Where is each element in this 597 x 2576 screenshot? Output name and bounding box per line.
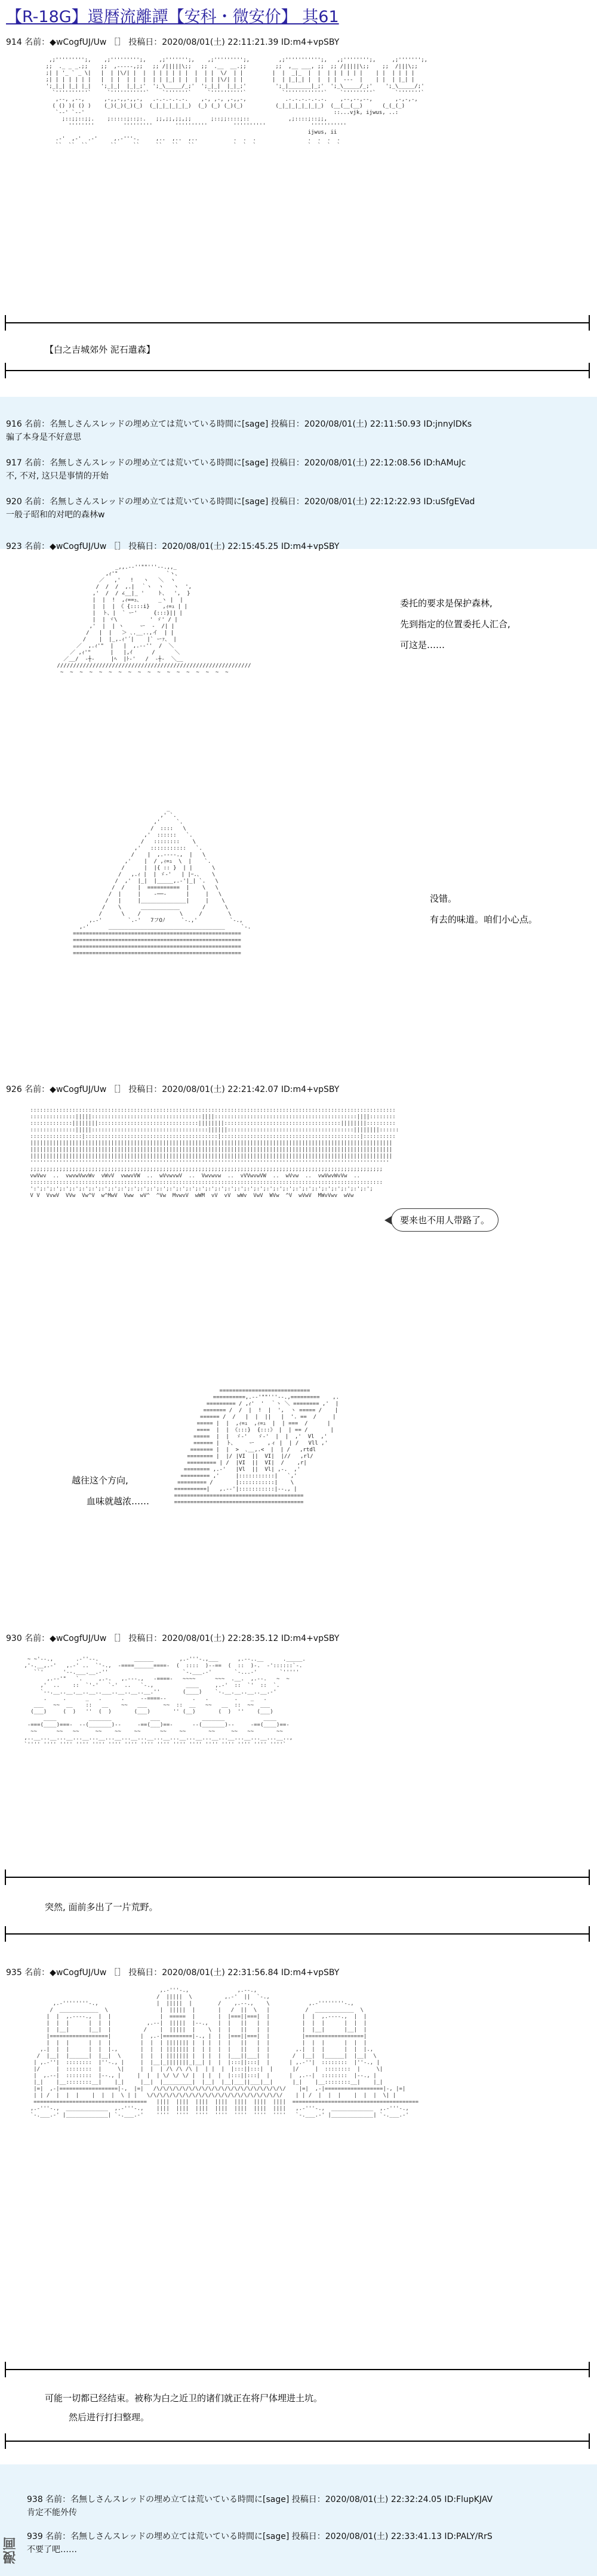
post-header-920: 920 名前：名無しさんスレッドの埋め立ては荒いている時間に[sage] 投稿日：2020/08/01(土) 22:12:22.93 ID:uSfgEVad (6, 497, 475, 507)
narration-line: 可能一切都已经结束。被称为白之近卫的诸们就正在将尸体埋进土坑。 (45, 2393, 323, 2404)
dialogue-line: 越往这个方向, (72, 1475, 128, 1486)
reply-band (0, 2464, 597, 2576)
narration-line: 然后进行打扫整理。 (69, 2412, 150, 2423)
ascii-art-armored-figure: ============================ ==========,.-‐'""'''‐-.,========= ,. ========= / ,ｨ' ' ｀ヽ ＼ ======== ,' | ======= / / | ! | ', ヽ ===== / | ====== / / | | || | '. == / | ===== | | ,ｨ=ｭ ,ｨ=ｭ | | === / | ==== | | 《:::} {:::》 | | == / | ===== | | ゞ-' ゞ-' | | ,' Vl ,' ====== | ト、 ー ,ィ | | / Vll ,' ======= | | > ､__,.< | | / ,rtdl ======== | |/ |VI || VI| |// ,rl/ ========= | / |VI || VI| / ,r| ======== ,.-' |Vl || Vl| ,-. ,' ========= ,' |:::::::::::| `,' ========= / |:::::::::::| \ ==========| ,.-‐'|:::::::::::|‐-., | ======================================== ======================================== (174, 1388, 340, 1506)
dialogue-line: 有去的味道。咱们小心点。 (430, 914, 538, 925)
section-divider (5, 2369, 590, 2370)
post-reply-920: 一般子昭和的对吧的森林w (6, 510, 105, 520)
scene-location-label: 【白之吉城郊外 泥石遣森】 (45, 344, 155, 355)
site-watermark: 漫画 (3, 2537, 18, 2564)
thread-title[interactable]: 【R-18G】還暦流離譚【安科・微安价】 其61 (6, 8, 339, 26)
post-header-938: 938 名前：名無しさんスレッドの埋め立ては荒いている時間に[sage] 投稿日：2020/08/01(土) 22:32:24.05 ID:FlupKJAV (27, 2495, 493, 2504)
speech-bubble: 要来也不用人带路了。 (391, 1208, 498, 1232)
post-reply-916: 骗了本身是不好意思 (6, 433, 81, 442)
post-header-914: 914 名前：◆wCogfUJ/Uw ［］ 投稿日：2020/08/01(土) 22:11:21.39 ID:m4+vpSBY (6, 38, 340, 47)
ascii-art-knights-burial: ,.-'''-., ,.--., / ||||| \ ,.-' || `-., ,.-''''''''-., | ||||| | / ,.--., \ ,.-''''''''-., / ____________ \ | ||||| | | / || \ | / ____________ \ | | ,.----., | | | ===== | | |===||===| | | | ,.----., | | | | | | | | ,.--| ||||| |--., | | || | | | | | | | | | |__| |__| | / | ||||| | \ | | || | | | |__| |__| | |==================| | ,.-|=========|-., | | |===||===| | |==================| | | | | | | | | | ||||||| | | | | | || | | | | | | | | ,.| | | | | |., | | | ||||||| | | | | | || | | ,.| | | | | |., / |__| |______| |__| \ | | | ||||||| | | | | |___||___| | / |__| |______| |__| \ | ,.-''| :::::::: |''-., | | |__|_|||||||_|__| | | |:::||:::| | | ,.-''| :::::::: |''-., | |/ | :::::::: | \| | | | /\ /\ /\ | | | | |:::||:::| | |/ | :::::::: | \| | ,.--| :::::::: |--., | | | | \/ \/ \/ | | | | |:::||:::| | | ,.--| :::::::: |--., | |_| |__::::::::__| |_| |__| |_________| |__| |__|___||___|__| |_| |__::::::::__| |_| |=| ,-|==================|-, |=| /\/\/\/\/\/\/\/\/\/\/\/\/\/\/\/\/\/\/\/\/ |=| ,-|==================|-, |=| | | / | | | | | | \ | | \/\/\/\/\/\/\/\/\/\/\/\/\/\/\/\/\/\/\/\/\/ | | / | | | | | | \| | =================================== |||| |||| |||| |||| |||| |||| |||| ======================================= ,.-'''-., _____________ ,.-'''-., |||| |||| |||| |||| |||| |||| |||| ,.-'''-., _____________ ,.-'''-., `-.___.-' |_____________| `-.___.-' '''' '''' '''' '''' '''' '''' '''' `-.___.-' |_____________| `-.___.-' (30, 1988, 419, 2118)
ascii-art-forest: ::::::::::::::::::::::::::::::::::::::::::::::::::::::::::::::::::::::::::::::::::::::::::::::::::::::::::::::::: ::::::::::::::|||||::::::::::::::::::::::::::::::::::||||::::::::::::::::::::::::::::::::::::::::::::||||:::::::: :::::::::::::||||||||:::::::::::::::::::::::::::::::||||||||::::::::::::::::::::::::::::::::::::||||||||::::::::: ::::::::::::::|||||::::::::::::::::::::::::::::::::::::||||||:::::::::::::::::::::::::::::::::::::::||||||||:::::: ::::::::::::::::|:::::::::::::::::::::::::::::::::::::::::|:::::::::::::::::::::::::::::::::::::::::::|:::::::::: |||||||||||||||||||||||||||||||||||||||||||||||||||||||||||||||||||||||||||||||||||||||||||||||||||||||||||||||| |||||||||||||||||||||||||||||||||||||||||||||||||||||||||||||||||||||||||||||||||||||||||||||||||||||||||||||||| |||||||||||||||||||||||||||||||||||||||||||||||||||||||||||||||||||||||||||||||||||||||||||||||||||||||||||||||| ''''''''''''''''''''''''''''''''''''''''''''''''''''''''''''''''''''''''''''''''''''''''''''''''''''''''''''''' ;;;;;;;;;;;;;;;;;;;;;;;;;;;;;;;;;;;;;;;;;;;;;;;;;;;;;;;;;;;;;;;;;;;;;;;;;;;;;;;;;;;;;;;;;;;;;;;;;;;;;;;;;;;;; vwVwv .. vwvwVwvWv vWvV vwwvVW .. wVvwvwV .. Vwvwvw .. vVVwvwVW .. wVvw .. vwVwvWvVw .. ::::::::::::::::::::::::::::::::::::::::::::::::::::::::::::::::::::::::::::::::::::::::::::::::::::::::::::: ':';:';:';:';:';:';:';:';:';:';:';:';:';:';:';:';:';:';:';:';:';:';:';:';:';:';:';:';:';:';:';:';:';:';:'; V V VvwV VVw Vw^V w^MwV Vww wV^ ^Vw MvwvV wWM vV vV wWv VwV WVw ^V wVwV MWvVwv wVw (30, 1107, 399, 1199)
post-header-917: 917 名前：名無しさんスレッドの埋め立ては荒いている時間に[sage] 投稿日：2020/08/01(土) 22:12:08.56 ID:hAMuJc (6, 458, 466, 468)
post-reply-939: 不要了吧…… (27, 2545, 77, 2555)
post-header-916: 916 名前：名無しさんスレッドの埋め立ては荒いている時間に[sage] 投稿日：2020/08/01(土) 22:11:50.93 ID:jnnylDKs (6, 419, 472, 429)
section-divider (5, 1933, 590, 1935)
post-header-926: 926 名前：◆wCogfUJ/Uw ［］ 投稿日：2020/08/01(土) 22:21:42.07 ID:m4+vpSBY (6, 1085, 340, 1094)
ascii-art-girl-portrait: _,,.-‐''""'''‐-.,,_ ,ｨ'" `ヽ、 ／ ,' ! ヽ ＼ ヽ / / / ,.| ｀ヽ ヽ ヽ ', ,' / / ∠__|_ ' ト、 ', } | | ! ,ｨ==ｭ、 _ヽ | | | | | 《 {::::i} ,ｨ=ｭ | | | ト、| ` ー' {:::}|| | | | ヾ\ ' ゞ' / | ,' | | ヽ ー ‐ /| | / | | ＞ ､.__..,イ | | / | |_,.ｨ'´| |` ーｧ、 | ／ ,.ｨ'" | | ,.-‐'' / ＼ ／ ,ｨ'" | |,ｲ / ＼ ／__/ -┼- |ﾍ |ﾄ‐' / -┼- ＼__ //////////////////////////////////////////////////////////// ~ ~ ~ ~ ~ ~ ~ ~ ~ ~ ~ ~ ~ ~ ~ ~ ~ ~ (57, 564, 251, 675)
dialogue-line: 委托的要求是保护森林, (400, 598, 493, 609)
dialogue-line: 血味就越浓…… (87, 1496, 150, 1507)
dialogue-line: 没错。 (430, 893, 457, 904)
narration-line: 突然, 面前多出了一片荒野。 (45, 1902, 158, 1912)
ascii-art-wasteland: ~ ~'--., .-''--. ______ ,.-'''-.,___ ,.--..__ ._____. ,'-.__,.-' ,.-' .. `'-., -====______====- ( :::: )--== ( :: )-. -'::::::`-. ``' '--.___.__.-'' `-.___.-' `-...-' `''''' ,.--'" `. ,.-. ,.---., -====- ~~~~ ~~~ .__. ,.--. ~ ~ ,' .. :: `'-' `-' .. `-., ____ ,.-' :: `' :: `. `--.__..__.__..__..___..__..__..__.'' (____) `-.__.__..__..__.-' . . _ . . --====-- . . . _ . ___ ~~ __ :: __ ~~ ___ ~~ :: __ ~~ __ :: ~~ ___ (___) ( ) '' ( ) (___) '' (__) ( ) '' (___) ____ _______ ___ _______ ____ -===(____)===- --(_______)-- -==(___)==- --(_______)-- -==(____)==- ~~ ~~ ~~ ~~ ~~ ~~ ~~ ~~ ~~ ~~ ~~ ~~ ,..__...__...__...__...__...__...__...__...__...__...__...__...__...__...__...__.., `'''' '''' '''' '''' '''' '''' '''' '''' '''' '''' '''' '''' '''' '''' '''' ''''` (24, 1656, 306, 1748)
dialogue-line: 先到指定的位置委托人汇合, (400, 619, 510, 630)
post-reply-938: 肯定不能外传 (27, 2508, 77, 2518)
post-header-923: 923 名前：◆wCogfUJ/Uw ［］ 投稿日：2020/08/01(土) 22:15:45.25 ID:m4+vpSBY (6, 542, 340, 551)
section-divider (5, 322, 590, 323)
section-divider (5, 370, 590, 371)
dialogue-line: 可这是…… (400, 640, 445, 650)
section-divider (5, 2441, 590, 2442)
post-reply-917: 不, 不对, 这只是事情的开始 (6, 471, 109, 481)
ascii-art-hooded-figure: _ ,' `. ,' `. / :::: \ ,' :::::: `. / :::::::: \ ,' ::::::::::: `. / | ,.-‐‐-., | \ ,' | / ,ｨ=ｭ \ | `. / | |{ :: } | | \ / ,.ｨ | | ゞ-' | |ｰ.、 \ / ,' |_| |_____,.-'|_| `. \ / / | ========== | \ \ / | | -──- | | \ / | |______________| | \ / \ ____________ / \ / \ / \ / \ ,.-' `.-' 7フOﾉ `-.,' `-., ,-' ____________________________________ `-. ==================================================== ==================================================== ==================================================== ==================================================== (73, 806, 251, 957)
post-header-939: 939 名前：名無しさんスレッドの埋め立ては荒いている時間に[sage] 投稿日：2020/08/01(土) 22:33:41.13 ID:PALY/RrS (27, 2532, 493, 2541)
section-divider (5, 1877, 590, 1878)
post-header-930: 930 名前：◆wCogfUJ/Uw ［］ 投稿日：2020/08/01(土) 22:28:35.12 ID:m4+vpSBY (6, 1634, 340, 1643)
ascii-art-title-logo: ,;''''''''';, ,;''''''''';, ,;''''''';, ,;''''''''';, ,;''''''''''';, ,;'''''''';, ,;''''''';, ;; ._ _ _.;; ;; ,-----,;; ;; /|||||\;; ;; .__ __.;; ;; ,__ ___, ;; ;; /|||||\;; ;; /|||\;; ;| | '_ ` _ \| | | |\/| | | | | | | | | | | | \/ | | | | _|_ | | | | | | | | | | | | | | ;| | | | | | | | | | | | | | | |_| | | | | | |\/| | | | | |_|_| | | | | --- | | | | |_| | ';_|_| |_| |_| ';_|_| |_|_;' ';_\_____/_;' ';_|_| |_|_;' ';_|_______|_;' ';_\_____/_;' ';_\_____/;' `''''''''''` `'''''''''''` `'''''''` `''''''''''` `''''''''''''` `'''''''''` `'''''''` ,--, ,--, ,-,,-,,-,,-, .-.-.-.-.-. ,-, ,-, ,-,,-, .-.-.-.-.-.-. ,--,--,--, ,-,-,-, ( () )( () ) (_)(_)(_)(_) (_|_|_|_|_|_) (_) (_) (_)(_) (_|_|_|_|_|_|_) (__(__(__) (_(_(_) `--' `--' ::...vjk, ijwus, ..: ;::;;::;;. ;:::::;::;:. ;;,;;,;;,;; ;::;;::::;:: ,;::::;::;;, '''''''' ''''''''' '''''''''' '''''''''' ''''''''''' ijwus, ii .-' ,-' .-' ,.-'''-. ,.. ,.. ,.. . . . . . . . `` `` `` `` `` `` `` `` ` ` ` ` ` ` ` (45, 57, 428, 149)
post-header-935: 935 名前：◆wCogfUJ/Uw ［］ 投稿日：2020/08/01(土) 22:31:56.84 ID:m4+vpSBY (6, 1968, 340, 1977)
